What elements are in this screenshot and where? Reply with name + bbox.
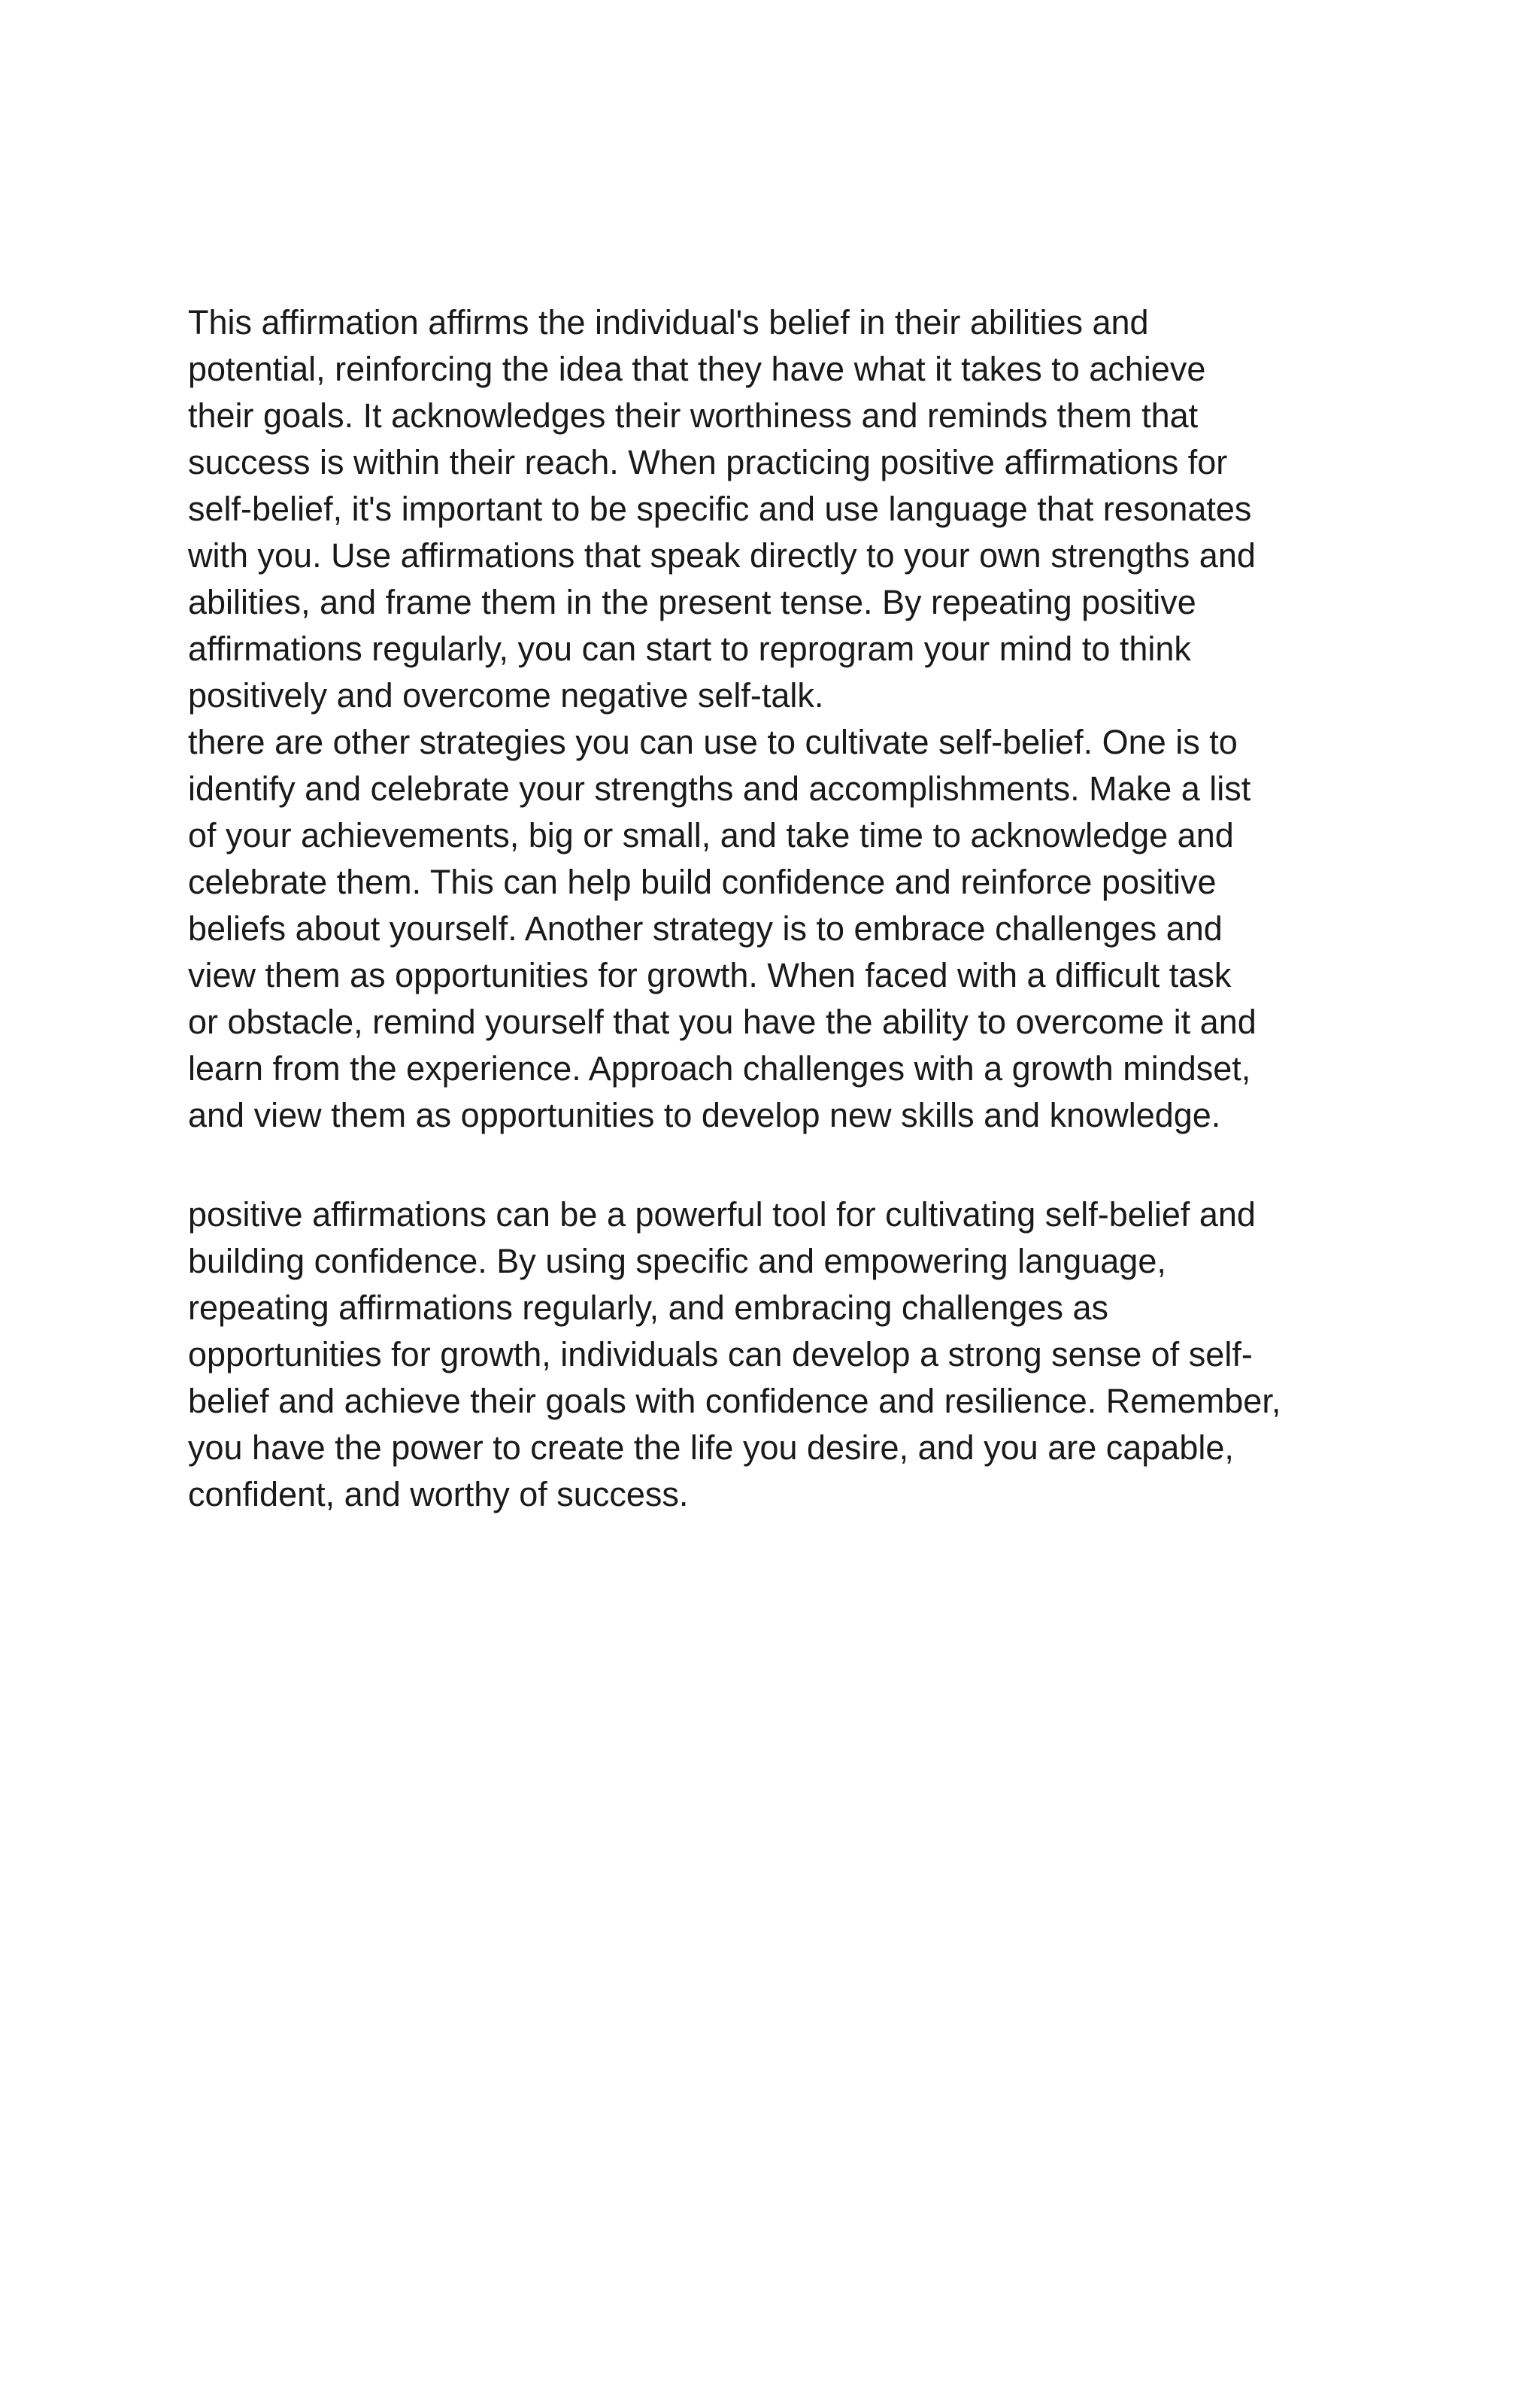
paragraph-conclusion: positive affirmations can be a powerful tool for cultivating self-belief and building confidence. By using specific and empowering language, repeating affirmations regularly, and embracing challenges as opportunities for growth, individuals can develop a strong sense of self- belief and achieve their goals with confidence and resilience. Remember, you have the power to create the life you desire, and you are capable, confident, and worthy of success. bbox=[188, 1195, 1281, 1513]
paragraph-affirmations-strategies: This affirmation affirms the individual's belief in their abilities and potential, reinforcing the idea that they have what it takes to achieve their goals. It acknowledges their worthiness and reminds them that success is within their reach. When practicing positive affirmations for self-belief, it's important to be specific and use language that resonates with you. Use affirmations that speak directly to your own strengths and abilities, and frame them in the present tense. By repeating positive affirmations regularly, you can start to reprogram your mind to think positively and overcome negative self-talk. there are other strategies you can use to cultivate self-belief. One is to identify and celebrate your strengths and accomplishments. Make a list of your achievements, big or small, and take time to acknowledge and celebrate them. This can help build confidence and reinforce positive beliefs about yourself. Another strategy is to embrace challenges and view them as opportunities for growth. When faced with a difficult task or obstacle, remind yourself that you have the ability to overcome it and learn from the experience. Approach challenges with a growth mindset, and view them as opportunities to develop new skills and knowledge. bbox=[188, 303, 1257, 1134]
